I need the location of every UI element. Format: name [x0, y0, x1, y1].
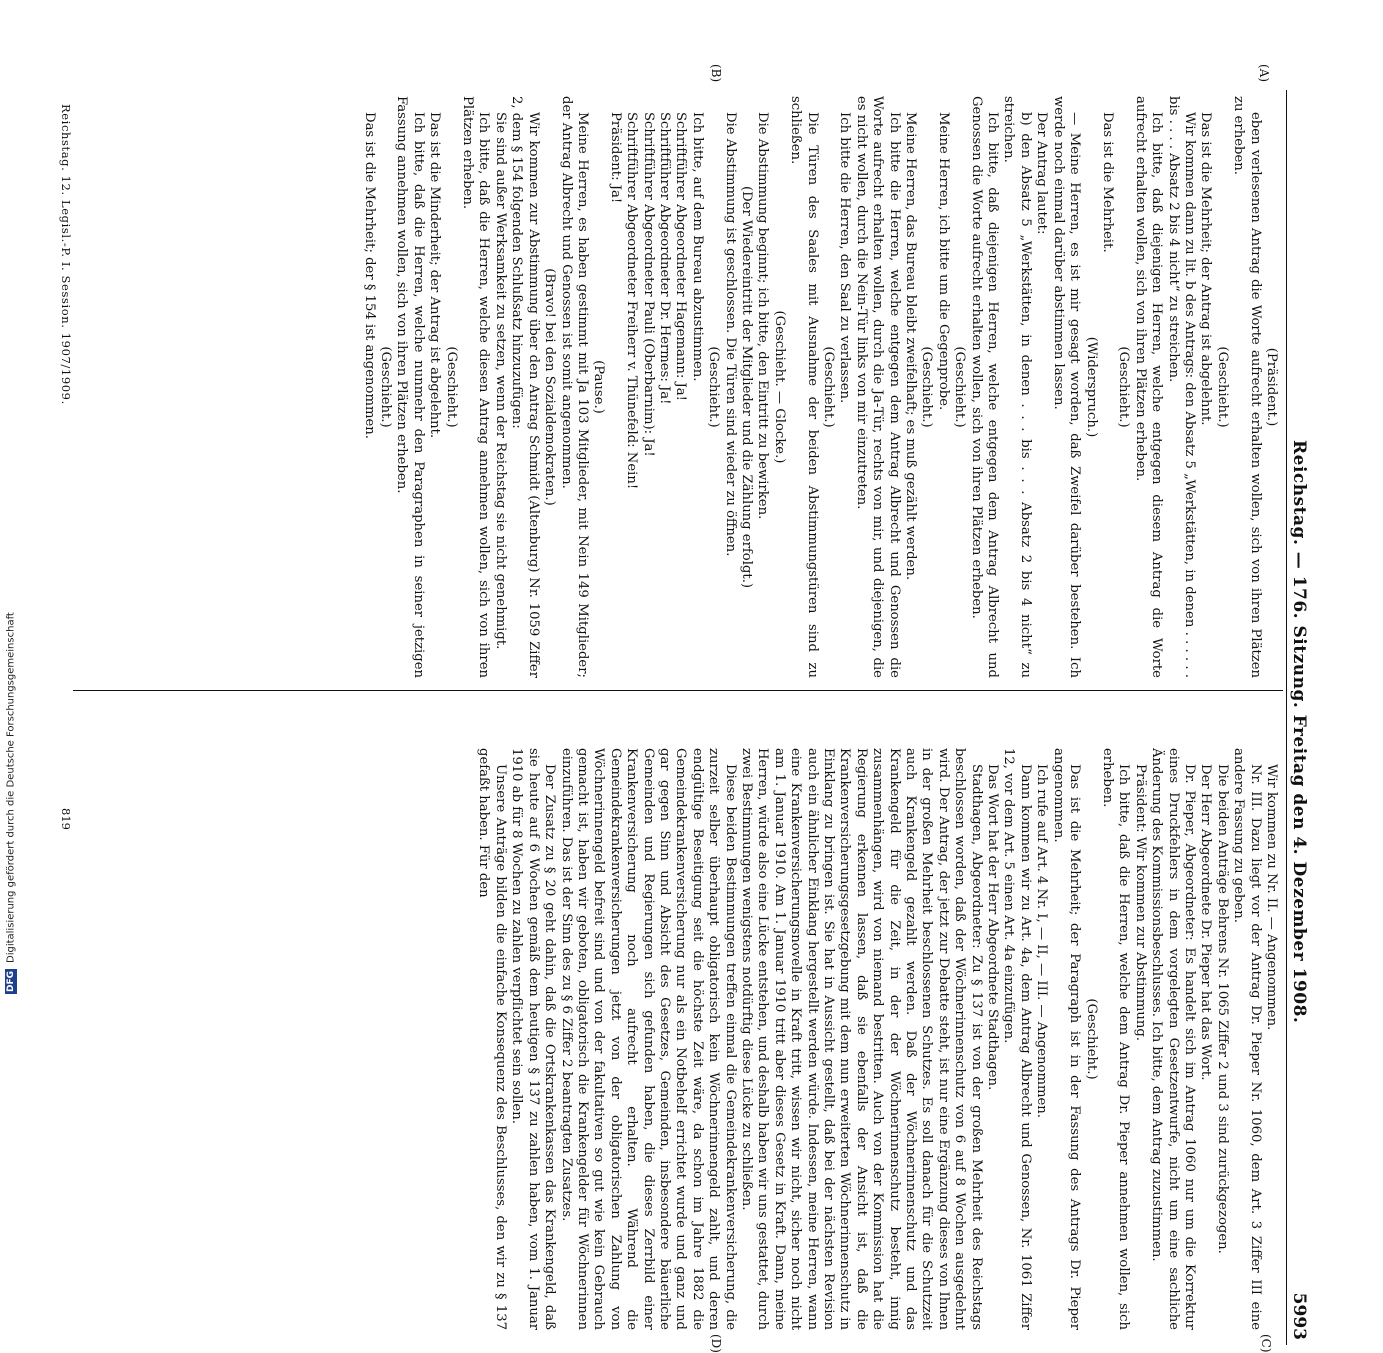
- paragraph: Dann kommen wir zu Art. 4a, dem Antrag Albrecht und Genossen, Nr. 1061 Ziffer 12, vor dem Art. 5 einen Art. 4a einzufügen.: [1001, 748, 1033, 1330]
- margin-mark-d: (D): [709, 1334, 723, 1353]
- paragraph: Das ist die Minderheit; der Antrag ist abgelehnt.: [427, 112, 443, 439]
- paragraph: Ich bitte die Herren, den Saal zu verlassen.: [837, 112, 853, 404]
- paragraph: Ich bitte, daß diejenigen Herren, welche entgegen dem Antrag Albrecht und Genossen die Worte aufrecht erhalten wollen, sich von ihren Plätzen erheben.: [968, 96, 1001, 678]
- paragraph: Ich bitte, daß die Herren, welche dem Antrag Dr. Pieper annehmen wollen, sich erheben.: [1099, 748, 1132, 1330]
- paragraph: Ich bitte, auf dem Bureau abzustimmen.: [689, 112, 705, 382]
- paragraph: Der Zusatz zu § 20 geht dahin, daß die Ortskrankenkassen das Krankengeld, daß sie heute auf 6 Wochen gemäß dem heutigen § 137 zu zahlen haben, vom 1. Januar 1910 ab für 8 Wochen zu zahlen verpflichtet sein sollen.: [509, 748, 558, 1330]
- paragraph: Das ist die Mehrheit; der § 154 ist angenommen.: [361, 112, 377, 439]
- paragraph: Schriftführer Abgeordneter Hagemann: Ja!: [673, 112, 689, 401]
- paragraph: Wir kommen dann zu lit. b des Antrags: den Absatz 5 „Werkstätten, in denen . . . . . . bis . . . . Absatz 2 bis 4 nicht“ zu streichen.: [1165, 96, 1197, 678]
- paragraph: Die Abstimmung ist geschlossen. Die Türen sind wieder zu öffnen.: [722, 112, 738, 557]
- paragraph: — Meine Herren, es ist mir gesagt worden, daß Zweifel darüber bestehen. Ich werde noch einmal darüber abstimmen lassen.: [1050, 96, 1083, 678]
- paragraph: Schriftführer Abgeordneter Pauli (Oberbarnim): Ja!: [640, 112, 656, 457]
- paragraph: Schriftführer Abgeordneter Dr. Hermes: Ja!: [656, 112, 672, 405]
- paragraph: Sie sind außer Werksamkeit zu setzen, wenn der Reichstag sie nicht genehmigt.: [492, 112, 508, 650]
- paragraph: (Geschieht.): [821, 346, 837, 428]
- paragraph: (Geschieht.): [1083, 998, 1099, 1080]
- paragraph: Nr. III. Dazu liegt vor der Antrag Dr. Pieper Nr. 1060, dem Art. 3 Ziffer III eine andere Fassung zu geben.: [1231, 748, 1263, 1330]
- page-header: [1283, 60, 1313, 1340]
- paragraph: Die Abstimmung beginnt; ich bitte, den Eintritt zu bewirken.: [755, 112, 771, 520]
- paragraph: Die beiden Anträge Behrens Nr. 1065 Ziffer 2 und 3 sind zurückgezogen.: [1214, 764, 1230, 1254]
- paragraph: (Widerspruch.): [1083, 336, 1099, 438]
- paragraph: Meine Herren, das Bureau bleibt zweifelhaft; es muß gezählt werden.: [903, 112, 919, 581]
- paragraph: (Bravo! bei den Sozialdemokraten.): [542, 268, 558, 506]
- paragraph: Ich rufe auf Art. 4 Nr. I, — II, — III. — Angenommen.: [1034, 764, 1050, 1118]
- paragraph: (Geschieht.): [919, 346, 935, 428]
- paragraph: Meine Herren, ich bitte um die Gegenprobe.: [935, 112, 951, 411]
- paragraph: Der Herr Abgeordnete Dr. Pieper hat das Wort.: [1198, 764, 1214, 1081]
- paragraph: (Der Wiedereintritt der Mitglieder und die Zählung erfolgt.): [739, 185, 754, 589]
- paragraph: Das ist die Mehrheit; der Paragraph ist in der Fassung des Antrags Dr. Pieper angenommen.: [1050, 748, 1083, 1330]
- paragraph: (Geschieht.): [952, 346, 968, 428]
- paragraph: Das ist die Mehrheit; der Antrag ist abgelehnt.: [1198, 112, 1214, 426]
- digitization-note: [0, 0, 22, 1000]
- digitization-note-text: Digitalisierung gefördert durch die Deutsche Forschungsgemeinschaft: [5, 612, 17, 963]
- left-text-column: [64, 96, 1279, 678]
- dfg-logo: DFG: [6, 970, 16, 992]
- footer-page-number: 819: [59, 808, 73, 830]
- paragraph: Ich bitte, daß diejenigen Herren, welche entgegen diesem Antrag die Worte aufrecht erhalten wollen, sich von ihren Plätzen erheben.: [1132, 96, 1165, 678]
- paragraph: (Pause.): [591, 360, 607, 414]
- paragraph: (Geschieht.): [443, 346, 459, 428]
- paragraph: (Geschieht.): [1116, 346, 1132, 428]
- paragraph: (Geschieht.): [378, 346, 394, 428]
- header-title: Reichstag. — 176. Sitzung. Freitag den 4. Dezember 1908.: [1289, 440, 1309, 1024]
- paragraph: Schriftführer Abgeordneter Freiherr v. Thünefeld: Nein!: [624, 112, 640, 490]
- margin-mark-b: (B): [709, 64, 723, 83]
- paragraph: Der Antrag lautet:: [1034, 112, 1050, 235]
- right-text-column: [64, 748, 1279, 1330]
- paragraph: Dr. Pieper, Abgeordneter: Es handelt sich im Antrag 1060 nur um die Korrektur eines Druckfehlers in dem vorgelegten Gesetzentwurfe, nicht um eine sachliche Änderung des Kommissionsbeschlusses. Ich bitte, dem Antrag zuzustimmen.: [1149, 748, 1197, 1330]
- paragraph: Wir kommen zur Abstimmung über den Antrag Schmidt (Altenburg) Nr. 1059 Ziffer 2, dem § 154 folgenden Schlußsatz hinzuzufügen:: [509, 96, 541, 678]
- paragraph: eben verlesenen Antrag die Worte aufrecht erhalten wollen, sich von ihren Plätzen zu erheben.: [1231, 96, 1263, 678]
- margin-mark-c: (C): [1259, 1334, 1273, 1353]
- paragraph: Stadthagen, Abgeordneter: Zu § 137 ist von der großen Mehrheit des Reichstags beschlossen worden, daß der Wöchnerinnenschutz von 6 auf 8 Wochen ausgedehnt wird. Der Antrag, der jetzt zur Debatte steht, ist nur eine Ergänzung dieses von Ihnen in der großen Mehrheit beschlossenen Schutzes. Es soll danach für die Schutzzeit auch Krankengeld gezahlt werden. Daß der Wöchnerinnenschutz und das Krankengeld für die Zeit, in der der Wöchnerinnenschutz besteht, innig zusammenhängen, wird von niemand bestritten. Auch von der Kommission hat die Regierung erkennen lassen, daß sie ebenfalls der Ansicht ist, daß die Krankenversicherungsgesetzgebung mit dem nun erweiterten Wöchnerinnenschutz in Einklang zu bringen ist. Sie hat in Aussicht gestellt, daß bei der nächsten Revision auch ein ähnlicher Einklang hergestellt werden würde. Indessen, meine Herren, wann eine Krankenversicherungsnovelle in Kraft tritt, wissen wir nicht, sicher noch nicht am 1. Januar 1910. Am 1. Januar 1910 tritt aber dieses Gesetz in Kraft. Dann, meine Herren, würde also eine Lücke entstehen, und deshalb haben wir uns gestattet, durch zwei Bestimmungen wenigstens notdürftig diese Lücke zu schließen.: [739, 748, 984, 1330]
- paragraph: (Geschieht.): [1214, 346, 1230, 428]
- paragraph: Wir kommen zu Nr. II. — Angenommen.: [1264, 764, 1279, 1031]
- paragraph: b) den Absatz 5 „Werkstätten, in denen . . . bis . . . Absatz 2 bis 4 nicht“ zu streichen.: [1001, 96, 1033, 678]
- header-page-number: 5993: [1289, 1292, 1309, 1340]
- paragraph: Das Wort hat der Herr Abgeordnete Stadthagen.: [985, 764, 1001, 1091]
- paragraph: Das ist die Mehrheit.: [1099, 112, 1115, 253]
- paragraph: Präsident: Wir kommen zur Abstimmung.: [1132, 764, 1148, 1041]
- paragraph: Ich bitte, daß die Herren, welche diesen Antrag annehmen wollen, sich von ihren Plätzen erheben.: [460, 96, 492, 678]
- paragraph: Präsident: Ja!: [607, 112, 623, 204]
- paragraph: Diese beiden Bestimmungen treffen einmal die Gemeindekrankenversicherung, die zurzeit selber überhaupt obligatorisch kein Wöchnerinnengeld zahlt, und deren endgültige Beseitigung seit die höchste Zeit wäre, da schon im Jahre 1882 die Gemeindekrankenversicherung nur als ein Notbehelf errichtet wurde und ganz und gar gegen Sinn und Absicht des Gesetzes, Gemeinden, insbesondere bäuerliche Gemeinden und Regierungen sich gefunden haben, die dieses Zerrbild einer Krankenversicherung noch aufrecht erhalten. Während die Gemeindekrankenversicherungen jetzt von der obligatorischen Zahlung von Wöchnerinnengeld befreit sind und von der fakultativen so gut wie kein Gebrauch gemacht ist, haben wir geboten, obligatorisch die Krankengelder für Wöchnerinnen einzuführen. Das ist der Sinn des zu § 6 Ziffer 2 beantragten Zusatzes.: [558, 748, 738, 1330]
- paragraph: Ich bitte die Herren, welche entgegen dem Antrag Albrecht und Genossen die Worte aufrecht erhalten wollen, durch die Ja-Tür, rechts von mir, und diejenigen, die es nicht wollen, durch die Nein-Tür links von mir einzutreten.: [853, 96, 902, 678]
- paragraph: (Geschieht. — Glocke.): [771, 310, 787, 464]
- paragraph: Die Türen des Saales mit Ausnahme der beiden Abstimmungstüren sind zu schließen.: [788, 96, 820, 678]
- margin-mark-a: (A): [1257, 64, 1271, 83]
- paragraph: (Präsident.): [1264, 347, 1279, 427]
- paragraph: Ich bitte, daß die Herren, welche nunmehr den Paragraphen in seiner jetzigen Fassung annehmen wollen, sich von ihren Plätzen erheben.: [394, 96, 426, 678]
- header-rule: [1286, 90, 1287, 1345]
- paragraph: Meine Herren, es haben gestimmt mit Ja 103 Mitglieder, mit Nein 149 Mitglieder; der Antrag Albrecht und Genossen ist somit angenommen.: [558, 96, 590, 678]
- paragraph: Unsere Anträge bilden die einfache Konsequenz des Beschlusses, den wir zu § 137 gefaßt haben. Für den: [476, 748, 508, 1330]
- footer-legislature: Reichstag. 12. Legisl.-P. I. Session. 1907/1909.: [59, 104, 73, 405]
- column-divider: [73, 690, 1283, 691]
- paragraph: (Geschieht.): [706, 346, 722, 428]
